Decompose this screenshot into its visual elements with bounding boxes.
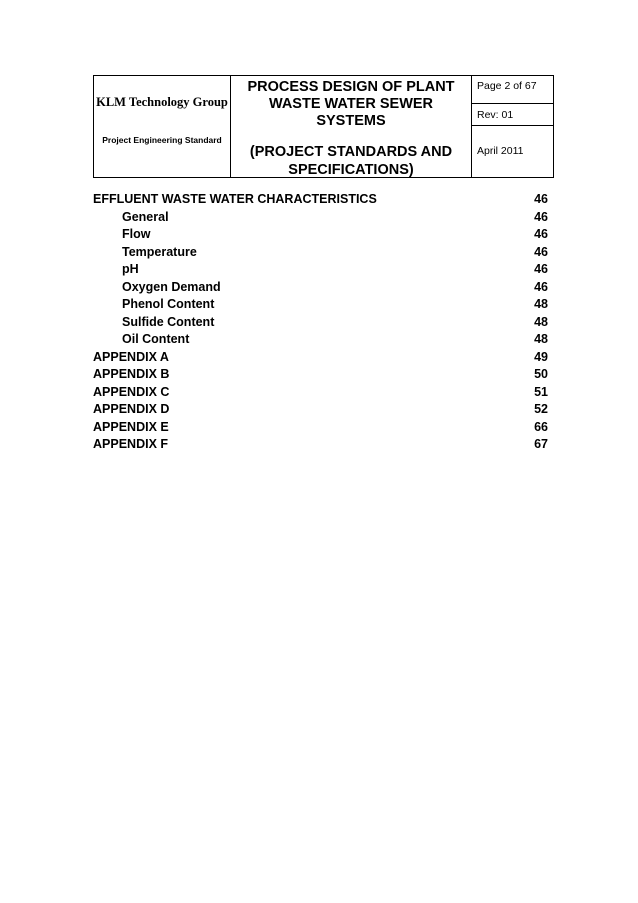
toc-entry-label: APPENDIX A [93,349,169,364]
toc-entry [93,436,548,454]
toc-entry-label: Oxygen Demand [122,279,221,294]
document-title [231,79,471,130]
title-line-1: PROCESS DESIGN OF PLANT [247,79,455,95]
toc-entry-label: Phenol Content [122,297,215,311]
toc-entry-label: APPENDIX F [93,437,169,451]
header-meta-cell [471,75,554,178]
toc-entry-page: 46 [534,192,548,206]
toc-entry-page: 52 [534,402,548,416]
toc-entry-page: 46 [534,262,548,276]
toc-entry-label: Temperature [122,244,197,259]
revision: Rev: 01 [472,104,553,126]
toc-entry-page: 67 [534,437,548,451]
toc-entry-label: APPENDIX B [93,367,170,381]
toc-entry-page: 49 [534,349,548,364]
header-title-cell [230,75,472,178]
toc-entry-label: APPENDIX D [93,402,170,416]
toc-entry [93,296,548,314]
header-company-cell [93,75,231,178]
title-line-3: SYSTEMS [316,113,386,129]
toc-entry [93,331,548,349]
toc-entry-page: 46 [534,209,548,224]
toc-entry [93,209,548,227]
toc-entry [93,226,548,244]
toc-entry [93,419,548,437]
toc-entry-label: Oil Content [122,332,190,346]
subtitle-line-1: (PROJECT STANDARDS AND [249,144,453,160]
toc-entry-page: 48 [534,332,548,346]
toc-entry [93,384,548,402]
toc-entry [93,279,548,297]
document-subtitle [231,143,471,179]
toc-entry-label: pH [122,262,139,276]
toc-entry [93,261,548,279]
toc-entry [93,401,548,419]
table-of-contents [93,191,548,454]
toc-entry-label: APPENDIX E [93,419,169,434]
issue-date: April 2011 [477,145,524,157]
toc-entry-label: APPENDIX C [93,384,170,399]
toc-entry [93,244,548,262]
subtitle-line-2: SPECIFICATIONS) [288,162,414,178]
toc-entry [93,191,548,209]
toc-entry-label: General [122,209,169,224]
company-name: KLM Technology Group [96,95,228,109]
toc-entry-page: 50 [534,367,548,381]
page-number: Page 2 of 67 [472,76,553,104]
toc-entry-page: 46 [534,244,548,259]
toc-entry [93,366,548,384]
toc-entry-page: 48 [534,314,548,329]
title-line-2: WASTE WATER SEWER [268,96,434,112]
toc-entry-page: 46 [534,227,548,241]
toc-entry-page: 48 [534,297,548,311]
toc-entry-label: Sulfide Content [122,314,215,329]
toc-entry [93,314,548,332]
toc-entry-label: Flow [122,227,151,241]
toc-entry-label: EFFLUENT WASTE WATER CHARACTERISTICS [93,192,377,206]
toc-entry [93,349,548,367]
toc-entry-page: 46 [534,279,548,294]
toc-entry-page: 66 [534,419,548,434]
toc-entry-page: 51 [534,384,548,399]
standard-name: Project Engineering Standard [102,135,222,145]
